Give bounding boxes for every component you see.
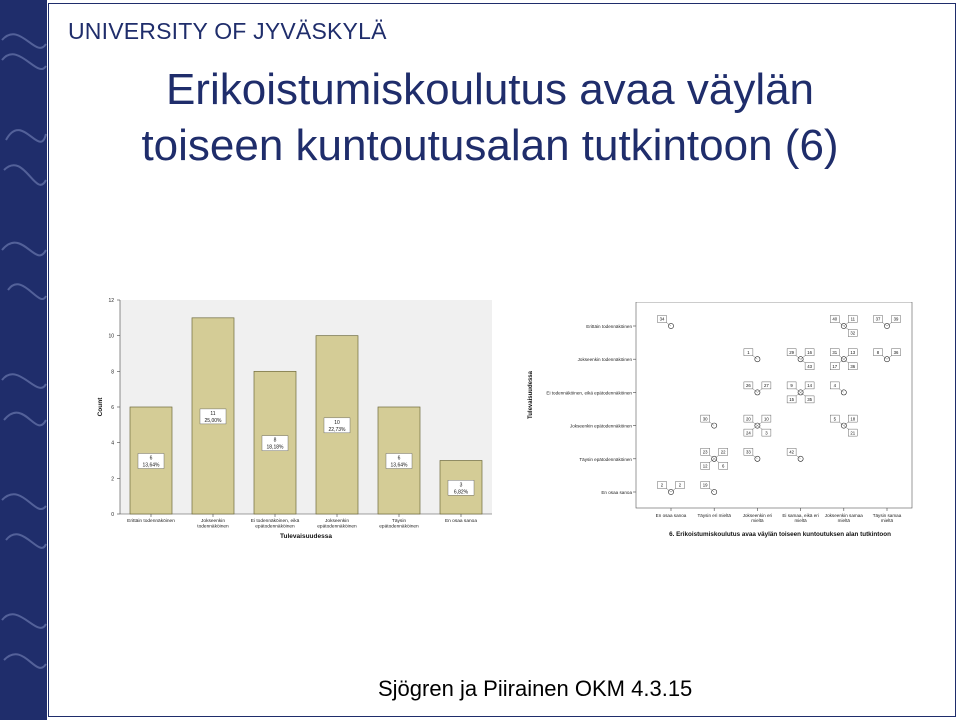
y-tick-label: Jokseenkin todennäköinen — [577, 357, 632, 363]
x-tick-label: Jokseenkin eri — [742, 513, 773, 518]
point-label: 33 — [746, 449, 751, 455]
point-label: 14 — [807, 383, 812, 389]
point-label: 15 — [789, 397, 794, 403]
point-label: 9 — [790, 383, 793, 389]
point-label: 11 — [850, 316, 856, 322]
point-label: 2 — [678, 482, 682, 488]
point-label: 39 — [893, 316, 899, 322]
x-tick-label: mieltä — [751, 518, 764, 524]
x-tick-label: Täysin samaa — [872, 513, 902, 518]
data-label-count: 3 — [459, 482, 463, 489]
x-tick-label: Täysin — [391, 519, 407, 524]
x-tick-label: epätodennäköinen — [379, 524, 419, 530]
y-tick-label: En osaa sanoa — [601, 490, 632, 495]
point-label: 30 — [702, 416, 708, 422]
point-label: 40 — [832, 316, 838, 322]
point-label: 18 — [850, 416, 856, 422]
point-label: 2 — [660, 482, 664, 488]
x-tick-label: Ei todennäköinen, eikä — [250, 519, 300, 524]
x-tick-label: Ei samaa, eikä eri — [782, 513, 819, 518]
title-line-2: toiseen kuntoutusalan tutkintoon (6) — [141, 121, 839, 170]
y-tick-label: Erittäin todennäköinen — [586, 324, 632, 329]
point-label: 36 — [850, 363, 856, 369]
point-label: 22 — [720, 449, 726, 455]
x-tick-label: epätodennäköinen — [255, 524, 295, 530]
x-tick-label: mieltä — [837, 518, 850, 524]
data-label-percent: 13,64% — [142, 462, 160, 469]
point-label: 32 — [850, 330, 856, 336]
data-label-percent: 25,00% — [204, 417, 222, 424]
y-tick-label: 6 — [111, 405, 114, 411]
point-label: 42 — [789, 449, 794, 455]
point-label: 5 — [833, 416, 836, 422]
y-tick-label: Ei todennäköinen, eikä epätodennäköinen — [546, 390, 632, 396]
point-label: 8 — [876, 349, 880, 355]
page-title — [60, 62, 920, 174]
y-tick-label: Jokseenkin epätodennäköinen — [569, 423, 632, 429]
point-label: 27 — [764, 383, 769, 389]
point-label: 16 — [807, 349, 812, 355]
y-axis-title: Tulevaisuudessa — [528, 371, 534, 419]
point-label: 43 — [807, 363, 812, 369]
x-tick-label: Jokseenkin — [325, 519, 349, 524]
y-tick-label: 2 — [111, 476, 114, 483]
point-label: 3 — [765, 430, 768, 436]
scatter-chart-figure — [524, 302, 916, 544]
x-tick-label: En osaa sanoa — [444, 519, 478, 524]
point-label: 21 — [850, 430, 856, 436]
university-name: UNIVERSITY OF JYVÄSKYLÄ — [68, 18, 387, 44]
sidebar-decoration — [0, 0, 47, 720]
point-label: 29 — [789, 349, 794, 355]
x-tick-label: Erittäin todennäköinen — [127, 519, 175, 524]
data-label-count: 6 — [149, 455, 153, 462]
point-label: 34 — [659, 316, 665, 322]
x-axis-title: Tulevaisuudessa — [280, 533, 332, 540]
point-label: 1 — [747, 349, 750, 355]
y-tick-label: 0 — [111, 512, 114, 518]
y-tick-label: Täysin epätodennäköinen — [579, 456, 632, 462]
x-tick-label: En osaa sanoa — [655, 513, 687, 518]
x-tick-label: mieltä — [880, 518, 894, 524]
x-tick-label: Jokseenkin samaa — [824, 513, 863, 518]
data-label-percent: 22,73% — [328, 426, 346, 433]
scatter-chart — [524, 302, 916, 544]
bar-chart-figure — [96, 298, 494, 544]
y-axis-title: Count — [97, 397, 104, 417]
point-label: 20 — [746, 416, 751, 422]
y-tick-label: 12 — [108, 298, 114, 304]
point-label: 6 — [722, 463, 725, 469]
data-label-percent: 6,82% — [453, 489, 469, 496]
point-label: 17 — [832, 363, 838, 369]
plot-area — [120, 300, 492, 514]
data-label-count: 6 — [397, 455, 401, 462]
point-label: 26 — [746, 383, 751, 389]
x-tick-label: mieltä — [794, 518, 807, 524]
x-tick-label: epätodennäköinen — [317, 524, 357, 530]
logo-pattern-icon — [0, 0, 47, 720]
point-label: 19 — [702, 482, 708, 488]
x-tick-label: Täysin eri mieltä — [697, 513, 731, 518]
x-tick-label: todennäköinen — [197, 524, 229, 530]
data-label-count: 10 — [334, 419, 340, 426]
bar-chart — [96, 298, 494, 544]
point-label: 37 — [875, 316, 881, 322]
chart-title: 6. Erikoistumiskoulutus avaa väylän toiseen kuntoutuksen alan tutkintoon — [669, 531, 891, 538]
point-label: 35 — [807, 397, 812, 403]
y-tick-label: 8 — [111, 369, 114, 376]
footer-credit: Sjögren ja Piirainen OKM 4.3.15 — [378, 676, 693, 701]
point-label: 23 — [702, 449, 708, 455]
point-label: 4 — [833, 383, 836, 389]
point-label: 12 — [702, 463, 708, 469]
data-label-count: 11 — [210, 410, 216, 417]
y-tick-label: 10 — [108, 333, 114, 340]
point-label: 24 — [746, 430, 751, 436]
point-label: 31 — [832, 349, 838, 355]
point-label: 36 — [893, 349, 899, 355]
y-tick-label: 4 — [111, 440, 114, 447]
data-label-percent: 18,18% — [266, 444, 284, 451]
data-label-percent: 13,64% — [390, 462, 408, 469]
plot-area — [636, 302, 912, 508]
x-tick-label: Jokseenkin — [201, 519, 225, 524]
point-label: 10 — [764, 416, 769, 422]
data-label-count: 8 — [273, 437, 277, 444]
title-line-1: Erikoistumiskoulutus avaa väylän — [165, 65, 815, 114]
point-label: 13 — [850, 349, 856, 355]
